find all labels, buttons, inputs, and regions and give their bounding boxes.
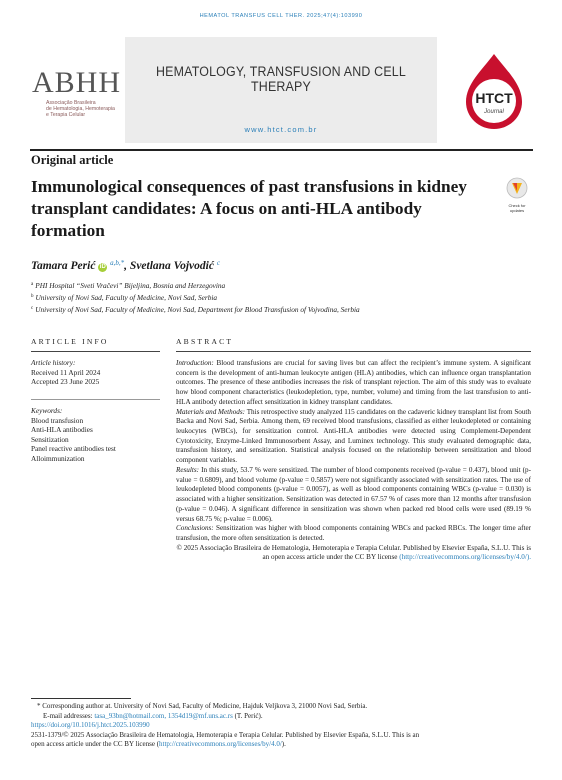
abstract-body: Introduction: Blood transfusions are crucial for saving lives but can affect the recipient’s immune system. A significant concern is the development of anti-human leukocyte antigen (HLA) antibodies, which can influence organ transplantation outcomes. The presence of these antibodies increases the risk of transplant rejection. The aim of this study was to evaluate how blood component characteristics (leukodepletion, type, number, volume) and timing from the last transfusion to anti-HLA antibody detection affect sensitization in kidney transplant candidates. Materials and Methods: This retrospective study analyzed 115 candidates on the cadaveric kidney transplant list from South Backa and Novi Sad, Serbia. Among them, 69 received blood transfusions, classified as either leukodepleted or containing leukocytes (WBCs), for sensitization control. Anti-HLA antibodies were detected using Complement-Dependent Cytotoxicity, Enzyme-Linked Immunosorbent Assay, and Luminex technology. This study evaluated demographic data, transfusion history, and sensitization. Statistical analysis focused on the relationship between sensitization and blood component variables. Results: In this study, 53.7 % were sensitized. The number of blood components received (p-value = 0.437), blood unit (p-value = 0.6809), and blood volume (p-value = 0.5857) were not significantly associated with sensitization rates. The use of leukodepleted blood components (p-value = 0.0057), as well as blood components containing WBCs (p-value = 0.030) is associated with a higher sensitization. Sensitization was detected in 67.57 % of cases more than 12 months after transfusion (p-value = 0.046). A significant difference in sensitization was shown when packed red blood cells were used (89.19 % versus 68.75 %; p-value = 0.006). Conclusions: Sensitization was higher with blood components containing WBCs and packed RBCs. The longer time after transfusion, the more often sensitization is detected. © 2025 Associação Brasileira de Hematologia, Hemoterapia e Terapia Celular. Published by Elsevier España, S.L.U. This is an open access article under the CC BY license (http://creativecommons.org/licenses/by/4.0/). [176,359,531,562]
license-link[interactable]: (http://creativecommons.org/licenses/by/4.0/). [399,553,531,562]
article-info-divider [31,399,160,400]
htct-journal-logo [462,52,526,130]
htct-logo-text: HTCT [475,90,513,106]
keyword: Anti-HLA antibodies [31,425,93,435]
affiliation: $^b$ University of Novi Sad, Faculty of Medicine, Novi Sad, Serbia [31,293,218,302]
article-title: Immunological consequences of past transfusions in kidney transplant candidates: A focus on anti-HLA antibody formation [31,177,467,240]
author-name[interactable]: Tamara Perić [31,260,96,272]
abstract-rule [176,351,531,352]
corresponding-author-note: * Corresponding author at. University of Novi Sad, Faculty of Medicine, Hajduk Veljkova 3, 21000 Novi Sad, Serbia. E-mail addresses: tasa_93bn@hotmail.com, 1354d19@mf.uns.ac.rs (T. Perić). [37,702,368,720]
email-links[interactable]: tasa_93bn@hotmail.com, 1354d19@mf.uns.ac.rs [94,711,233,720]
affiliation: $^a$ PHI Hospital “Sveti Vračevi” Bijeljina, Bosnia and Herzegovina [31,281,226,290]
keyword: Alloimmunization [31,453,85,463]
footnote-rule [31,698,131,699]
journal-url-link[interactable]: www.htct.com.br [244,125,318,134]
author-affiliation-marks[interactable]: c [216,259,220,267]
check-for-updates-button[interactable] [504,177,530,213]
journal-title: HEMATOLOGY, TRANSFUSION AND CELL THERAPY [155,64,406,94]
journal-citation[interactable]: HEMATOL TRANSFUS CELL THER. 2025;47(4):103990 [199,13,363,19]
issn-line: 2531-1379/© 2025 Associação Brasileira de Hematologia, Hemoterapia e Terapia Celular. Published by Elsevier España, S.L.U. This is an [31,730,420,739]
orcid-icon[interactable]: iD [99,264,106,270]
article-info-rule [31,351,160,352]
keyword: Sensitization [31,434,69,444]
doi-link[interactable]: https://doi.org/10.1016/j.htct.2025.103990 [31,721,150,729]
article-info-heading: ARTICLE INFO [31,337,109,346]
check-updates-icon [504,177,530,199]
footer-license-link[interactable]: http://creativecommons.org/licenses/by/4.0/ [159,740,282,748]
header-rule [30,149,533,151]
htct-logo-sub: Journal [484,109,504,115]
abstract-heading: ABSTRACT [176,337,234,346]
abhh-logo: ABHH [32,66,122,99]
affiliation: $^c$ University of Novi Sad, Faculty of Medicine, Novi Sad, Department for Blood Transfusion of Vojvodina, Serbia [31,305,360,314]
article-history: Article history: Received 11 April 2024 Accepted 23 June 2025 [31,358,101,387]
author-affiliation-marks[interactable]: a,b,* [110,259,125,267]
keyword: Blood transfusion [31,415,84,425]
author-name[interactable]: Svetlana Vojvodić [129,260,214,272]
keywords: Keywords: Blood transfusion Anti-HLA antibodies Sensitization Panel reactive antibodies test Alloimmunization [31,406,116,463]
keyword: Panel reactive antibodies test [31,444,116,454]
author-list: Tamara Perić iD $^{a,b,*}$, Svetlana Vojvodić $^c$ [31,259,220,272]
article-section: Original article [31,153,114,167]
abstract-copyright: © 2025 Associação Brasileira de Hematologia, Hemoterapia e Terapia Celular. Published by Elsevier España, S.L.U. This is an open access article under the CC BY license (http://creativecommons.org/licenses/by/4.0/). [176,543,531,562]
abhh-logo-subtitle: Associação Brasileira de Hematologia, Hemoterapia e Terapia Celular [46,100,115,118]
footer-block: https://doi.org/10.1016/j.htct.2025.103990 2531-1379/© 2025 Associação Brasileira de Hematologia, Hemoterapia e Terapia Celular. Published by Elsevier España, S.L.U. This is an open access article under the CC BY license (http://creativecommons.org/licenses/by/4.0/). [31,721,420,748]
check-updates-label: Check for updates [508,203,526,213]
